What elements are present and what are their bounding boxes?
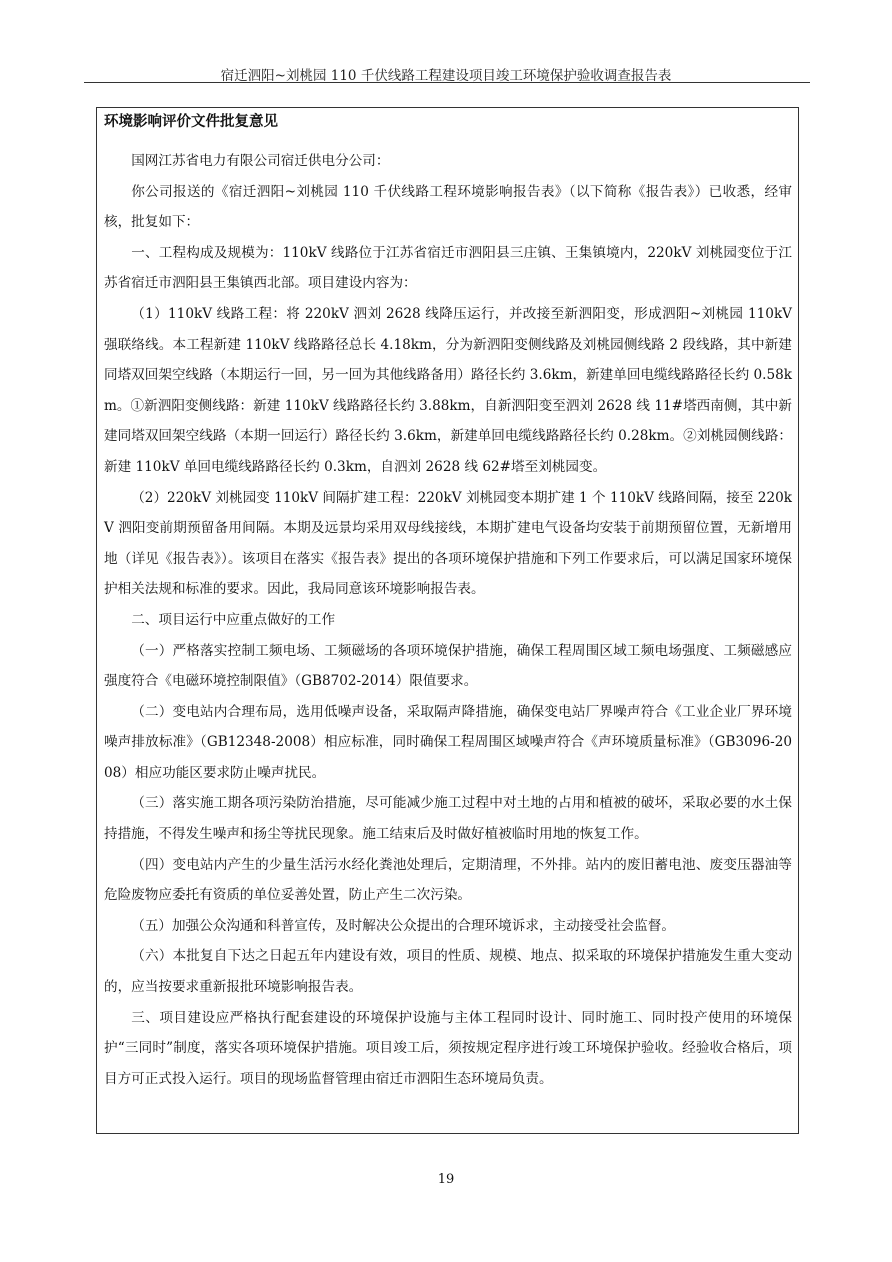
- paragraph-operation-heading: 二、项目运行中应重点做好的工作: [131, 611, 336, 628]
- section-title: 环境影响评价文件批复意见: [104, 113, 278, 130]
- approval-opinion-box: [96, 107, 799, 1134]
- paragraph-item-6: （六）本批复自下达之日起五年内建设有效，项目的性质、规模、地点、拟采取的环境保护措施发生重大变动的，应当按要求重新报批环境影响报告表。: [104, 948, 792, 996]
- page-number: 19: [437, 1172, 455, 1187]
- addressee-line: 国网江苏省电力有限公司宿迁供电分公司：: [131, 153, 390, 169]
- paragraph-intro: 你公司报送的《宿迁泗阳~刘桃园 110 千伏线路工程环境影响报告表》（以下简称《报告表》）已收悉，经审核，批复如下：: [104, 183, 792, 231]
- paragraph-item-4: （四）变电站内产生的少量生活污水经化粪池处理后，定期清理，不外排。站内的废旧蓄电池、废变压器油等危险废物应委托有资质的单位妥善处置，防止产生二次污染。: [104, 856, 792, 904]
- paragraph-line-project: （1）110kV 线路工程：将 220kV 泗刘 2628 线降压运行，并改接至新泗阳变，形成泗阳~刘桃园 110kV 强联络线。本工程新建 110kV 线路路径总长 4.18km，分为新泗阳变侧线路及刘桃园侧线路 2 段线路，其中新建同塔双回架空线路（本期运行一回，另一回为其他线路备用）路径长约 3.6km，新建单回电缆线路路径长约 0.58km。①新泗阳变侧线路：新建 110kV 线路路径长约 3.88km，自新泗阳变至泗刘 2628 线 11#塔西南侧，其中新建同塔双回架空线路（本期一回运行）路径长约 3.6km，新建单回电缆线路路径长约 0.28km。②刘桃园侧线路：新建 110kV 单回电缆线路路径长约 0.3km，自泗刘 2628 线 62#塔至刘桃园变。: [104, 305, 793, 475]
- paragraph-item-1: （一）严格落实控制工频电场、工频磁场的各项环境保护措施，确保工程周围区域工频电场强度、工频磁感应强度符合《电磁环境控制限值》（GB8702-2014）限值要求。: [104, 642, 792, 690]
- approval-body: [104, 146, 792, 1094]
- paragraph-scope: 一、工程构成及规模为：110kV 线路位于江苏省宿迁市泗阳县三庄镇、王集镇境内，220kV 刘桃园变位于江苏省宿迁市泗阳县王集镇西北部。项目建设内容为：: [104, 244, 792, 292]
- paragraph-three-simultaneous: 三、项目建设应严格执行配套建设的环境保护设施与主体工程同时设计、同时施工、同时投产使用的环境保护“三同时”制度，落实各项环境保护措施。项目竣工后，须按规定程序进行竣工环境保护验收。经验收合格后，项目方可正式投入运行。项目的现场监督管理由宿迁市泗阳生态环境局负责。: [104, 1009, 792, 1087]
- paragraph-item-5: （五）加强公众沟通和科普宣传，及时解决公众提出的合理环境诉求，主动接受社会监督。: [131, 917, 675, 934]
- paragraph-bay-expansion: （2）220kV 刘桃园变 110kV 间隔扩建工程：220kV 刘桃园变本期扩建 1 个 110kV 线路间隔，接至 220kV 泗阳变前期预留备用间隔。本期及远景均采用双母线接线，本期扩建电气设备均安装于前期预留位置，无新增用地（详见《报告表》）。该项目在落实《报告表》提出的各项环境保护措施和下列工作要求后，可以满足国家环境保护相关法规和标准的要求。因此，我局同意该环境影响报告表。: [104, 489, 792, 598]
- paragraph-item-3: （三）落实施工期各项污染防治措施，尽可能减少施工过程中对土地的占用和植被的破坏，采取必要的水土保持措施，不得发生噪声和扬尘等扰民现象。施工结束后及时做好植被临时用地的恢复工作。: [104, 795, 792, 843]
- paragraph-item-2: （二）变电站内合理布局，选用低噪声设备，采取隔声降措施，确保变电站厂界噪声符合《工业企业厂界环境噪声排放标准》（GB12348-2008）相应标准，同时确保工程周围区域噪声符合《声环境质量标准》（GB3096-2008）相应功能区要求防止噪声扰民。: [104, 703, 792, 781]
- header-rule: [84, 82, 810, 83]
- running-header: 宿迁泗阳~刘桃园 110 千伏线路工程建设项目竣工环境保护验收调查报告表: [220, 68, 672, 84]
